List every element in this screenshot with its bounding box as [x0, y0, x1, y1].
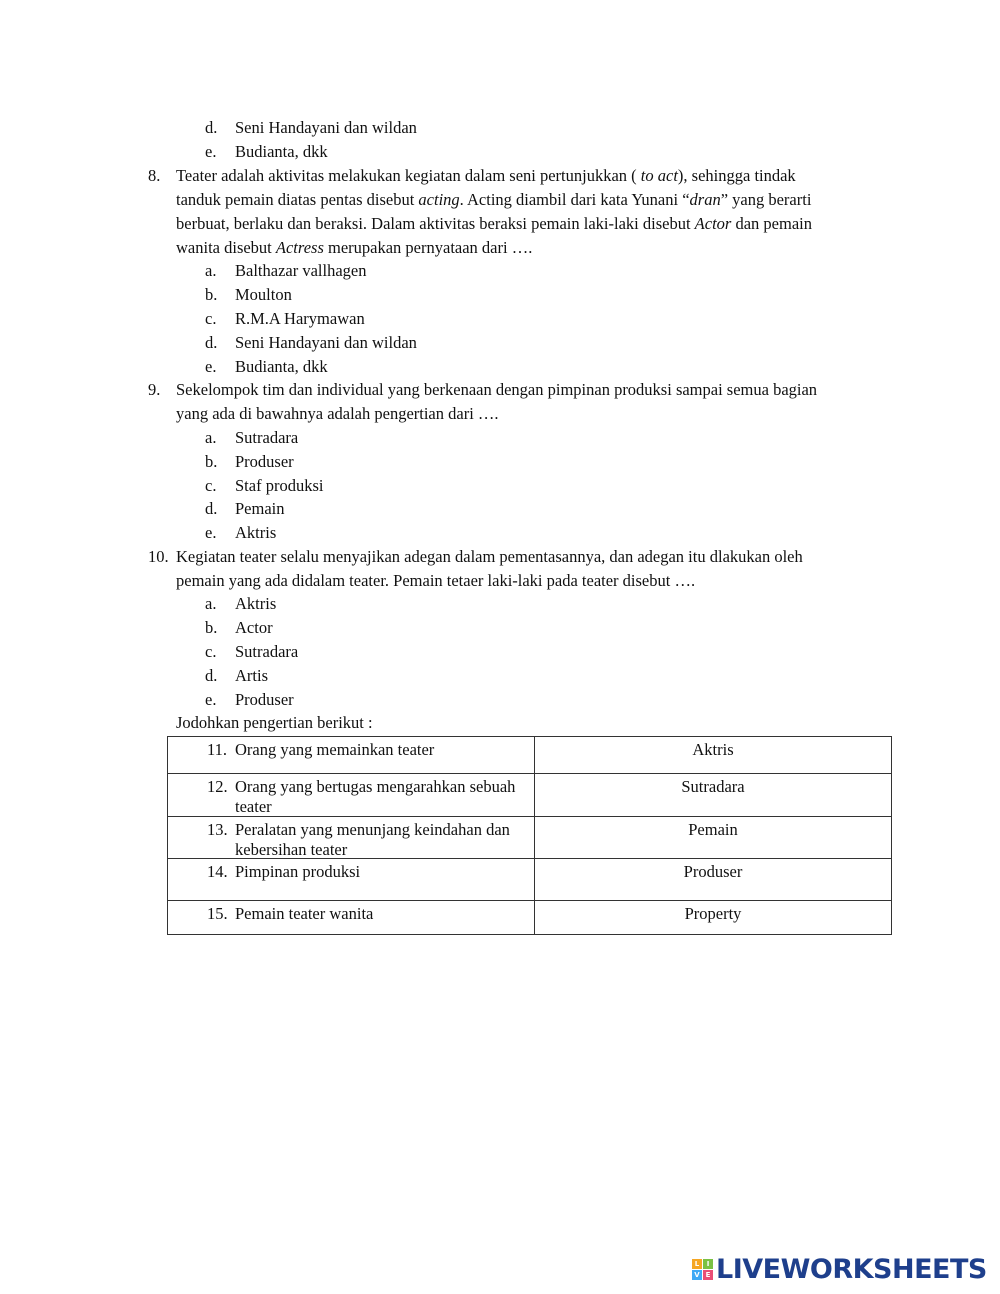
- question-text-line: berbuat, berlaku dan beraksi. Dalam aktivitas beraksi pemain laki-laki disebut Actor dan pemain: [176, 214, 812, 233]
- matching-intro: Jodohkan pengertian berikut :: [176, 713, 373, 732]
- statement-text: Pemain teater wanita: [235, 904, 374, 923]
- option-text: Aktris: [235, 594, 277, 613]
- answer-cell[interactable]: Aktris: [535, 737, 892, 774]
- option-text: Budianta, dkk: [235, 357, 328, 376]
- option-text: Balthazar vallhagen: [235, 261, 367, 280]
- option-letter: c.: [205, 642, 217, 661]
- question-number: 8.: [148, 166, 161, 185]
- option-text: Produser: [235, 452, 294, 471]
- option-text: Seni Handayani dan wildan: [235, 333, 417, 352]
- statement-cell: [168, 774, 535, 817]
- option-text: Staf produksi: [235, 476, 324, 495]
- logo-grid-icon: [692, 1259, 713, 1280]
- matching-table: [167, 736, 892, 935]
- option-letter: e.: [205, 690, 217, 709]
- option-text: Actor: [235, 618, 273, 637]
- question-text-line: wanita disebut Actress merupakan pernyataan dari ….: [176, 238, 533, 257]
- option-letter: a.: [205, 428, 217, 447]
- option-letter: e.: [205, 523, 217, 542]
- statement-cell: [168, 901, 535, 935]
- statement-text: Orang yang bertugas mengarahkan sebuah teater: [235, 777, 516, 816]
- option-text: Produser: [235, 690, 294, 709]
- statement-number: 13.: [207, 820, 228, 839]
- logo-tile: L: [692, 1259, 702, 1269]
- option-text: Budianta, dkk: [235, 142, 328, 161]
- option-text: Seni Handayani dan wildan: [235, 118, 417, 137]
- question-text-line: tanduk pemain diatas pentas disebut acting. Acting diambil dari kata Yunani “dran” yang berarti: [176, 190, 812, 209]
- option-text: Aktris: [235, 523, 277, 542]
- option-letter: d.: [205, 666, 218, 685]
- logo-tile: E: [703, 1270, 713, 1280]
- option-text: Sutradara: [235, 428, 299, 447]
- option-letter: c.: [205, 309, 217, 328]
- table-row: [168, 859, 892, 901]
- statement-text: Orang yang memainkan teater: [235, 740, 435, 759]
- table-row: [168, 774, 892, 817]
- statement-number: 15.: [207, 904, 228, 923]
- logo-tile: V: [692, 1270, 702, 1280]
- option-text: Pemain: [235, 499, 285, 518]
- option-text: Sutradara: [235, 642, 299, 661]
- question-text-line: yang ada di bawahnya adalah pengertian dari ….: [176, 404, 499, 423]
- option-letter: d.: [205, 118, 218, 137]
- option-letter: d.: [205, 499, 218, 518]
- question-text-line: Kegiatan teater selalu menyajikan adegan dalam pementasannya, dan adegan itu dlakukan oleh: [176, 547, 803, 566]
- option-text: R.M.A Harymawan: [235, 309, 365, 328]
- question-text-line: Teater adalah aktivitas melakukan kegiatan dalam seni pertunjukkan ( to act), sehingga tindak: [176, 166, 796, 185]
- logo-tile: I: [703, 1259, 713, 1269]
- table-row: [168, 817, 892, 859]
- question-number: 9.: [148, 380, 161, 399]
- answer-cell[interactable]: Produser: [535, 859, 892, 901]
- statement-cell: [168, 737, 535, 774]
- statement-cell: [168, 859, 535, 901]
- option-text: Artis: [235, 666, 268, 685]
- option-letter: e.: [205, 357, 217, 376]
- statement-text: Pimpinan produksi: [235, 862, 361, 881]
- option-letter: d.: [205, 333, 218, 352]
- statement-text: Peralatan yang menunjang keindahan dan kebersihan teater: [235, 820, 510, 859]
- statement-cell: [168, 817, 535, 859]
- answer-cell[interactable]: Pemain: [535, 817, 892, 859]
- option-letter: b.: [205, 452, 218, 471]
- statement-number: 12.: [207, 777, 228, 796]
- table-row: [168, 737, 892, 774]
- answer-cell[interactable]: Property: [535, 901, 892, 935]
- statement-number: 14.: [207, 862, 228, 881]
- option-letter: c.: [205, 476, 217, 495]
- option-letter: a.: [205, 261, 217, 280]
- question-number: 10.: [148, 547, 169, 566]
- statement-number: 11.: [207, 740, 228, 759]
- question-text-line: pemain yang ada didalam teater. Pemain tetaer laki-laki pada teater disebut ….: [176, 571, 696, 590]
- question-text-line: Sekelompok tim dan individual yang berkenaan dengan pimpinan produksi sampai semua bagian: [176, 380, 818, 399]
- option-letter: b.: [205, 285, 218, 304]
- option-letter: e.: [205, 142, 217, 161]
- option-letter: b.: [205, 618, 218, 637]
- logo-text: LIVEWORKSHEETS: [716, 1253, 987, 1285]
- option-text: Moulton: [235, 285, 292, 304]
- table-row: [168, 901, 892, 935]
- option-letter: a.: [205, 594, 217, 613]
- liveworksheets-logo: [692, 1254, 987, 1284]
- answer-cell[interactable]: Sutradara: [535, 774, 892, 817]
